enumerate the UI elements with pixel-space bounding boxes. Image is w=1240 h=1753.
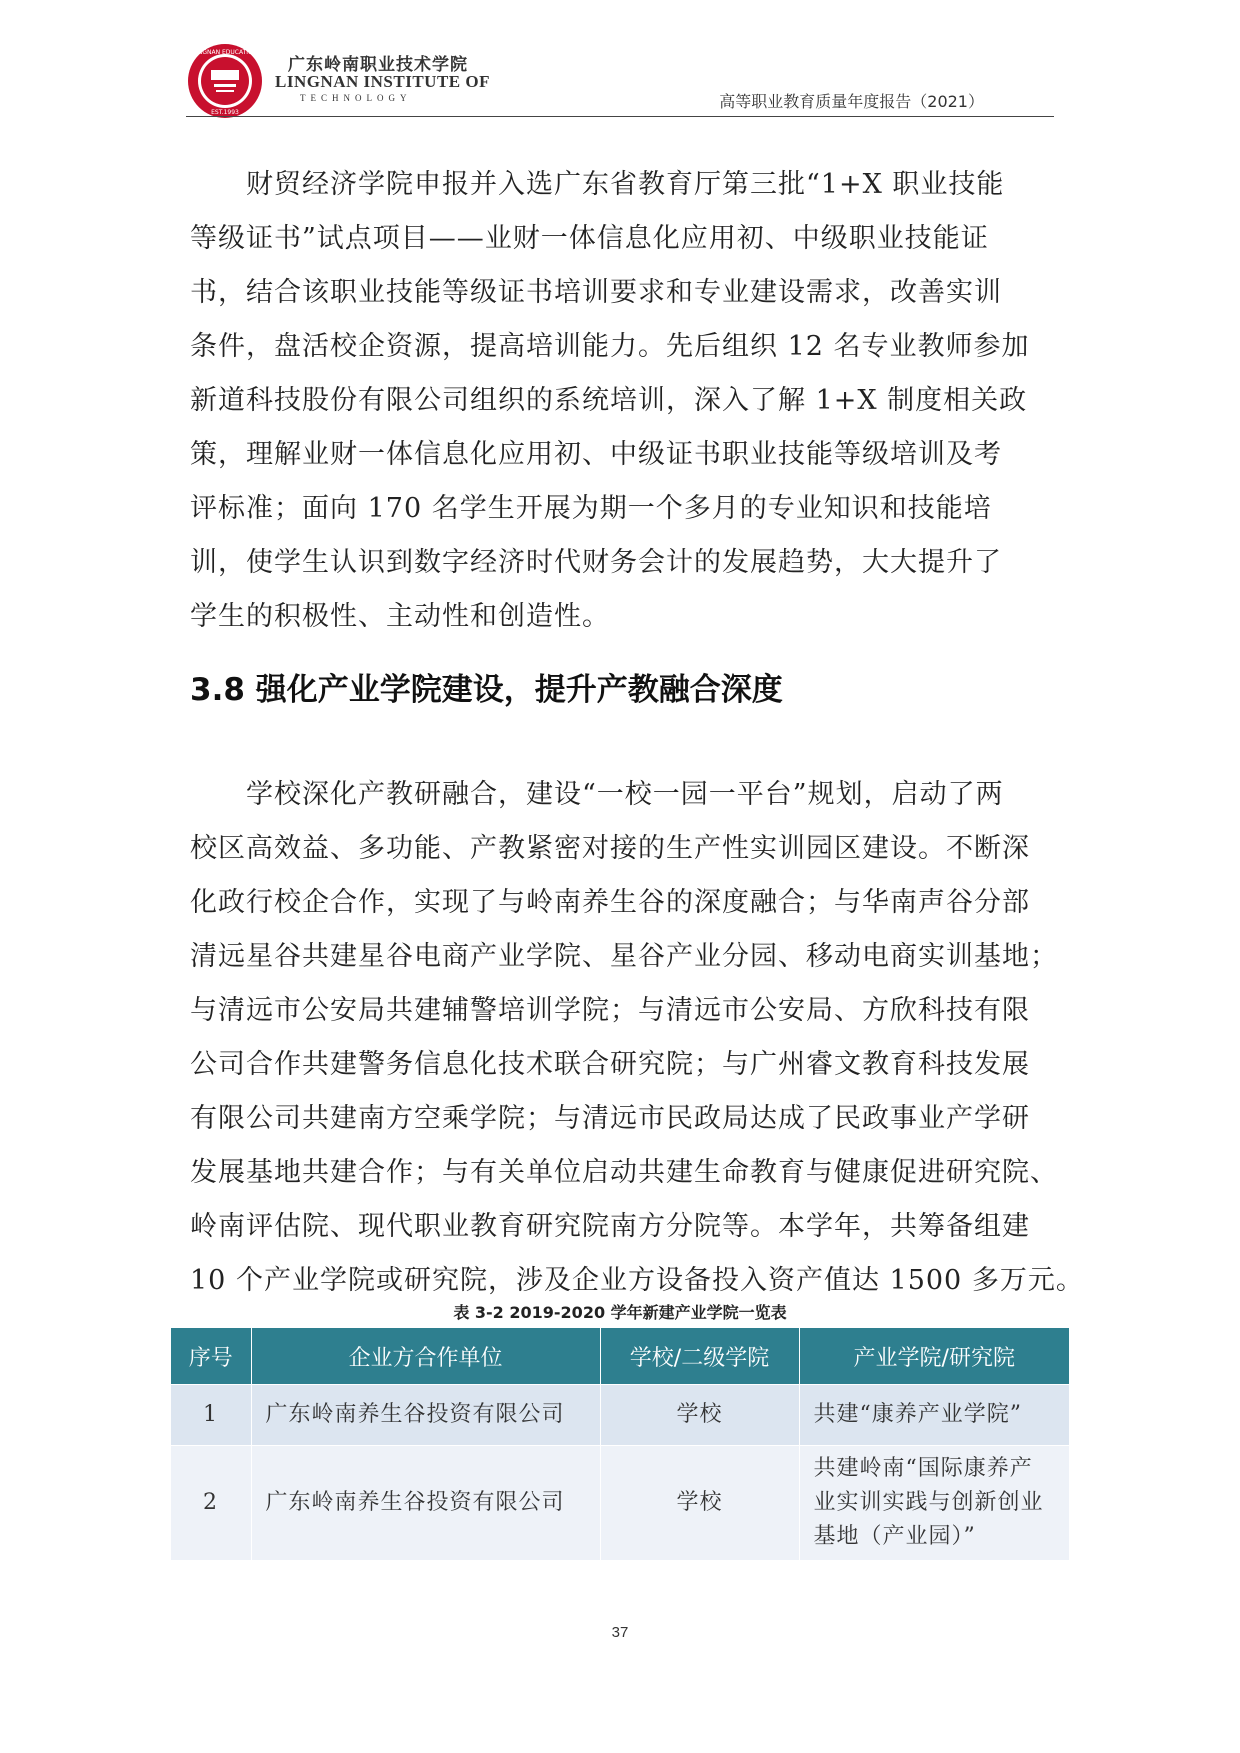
header-divider bbox=[186, 116, 1054, 117]
text-line: 财贸经济学院申报并入选广东省教育厅第三批“1+X 职业技能 bbox=[190, 169, 1005, 200]
cell-unit: 广东岭南养生谷投资有限公司 bbox=[251, 1446, 600, 1561]
page-header bbox=[0, 0, 1240, 120]
text-line: 校区高效益、多功能、产教紧密对接的生产性实训园区建设。不断深 bbox=[190, 833, 1030, 864]
column-header-no: 序号 bbox=[171, 1328, 252, 1385]
text-line: 评标准；面向 170 名学生开展为期一个多月的专业知识和技能培 bbox=[190, 493, 992, 524]
logo-text-bottom: EST.1993 bbox=[211, 109, 239, 116]
cell-no: 2 bbox=[171, 1446, 252, 1561]
cell-college bbox=[799, 1446, 1070, 1561]
table-caption: 表 3-2 2019-2020 学年新建产业学院一览表 bbox=[453, 1303, 787, 1322]
school-logo bbox=[186, 42, 264, 120]
cell-college-line: 共建“康养产业学院” bbox=[813, 1402, 1022, 1427]
text-line: 10 个产业学院或研究院，涉及企业方设备投入资产值达 1500 多万元。 bbox=[190, 1265, 1084, 1296]
cell-college-line: 业实训实践与创新创业 bbox=[813, 1490, 1044, 1515]
text-line: 策，理解业财一体信息化应用初、中级证书职业技能等级培训及考 bbox=[190, 439, 1002, 470]
cell-school: 学校 bbox=[600, 1446, 799, 1561]
report-title: 高等职业教育质量年度报告（2021） bbox=[719, 92, 984, 111]
cell-college-line: 基地（产业园）” bbox=[813, 1524, 976, 1549]
text-line: 发展基地共建合作；与有关单位启动共建生命教育与健康促进研究院、 bbox=[190, 1157, 1058, 1188]
page-number: 37 bbox=[611, 1624, 629, 1641]
school-name-en: LINGNAN INSTITUTE OF bbox=[275, 72, 490, 91]
table-row bbox=[171, 1385, 1070, 1446]
text-line: 岭南评估院、现代职业教育研究院南方分院等。本学年，共筹备组建 bbox=[190, 1211, 1030, 1242]
text-line: 公司合作共建警务信息化技术联合研究院；与广州睿文教育科技发展 bbox=[190, 1049, 1030, 1080]
cell-college-line: 共建岭南“国际康养产 bbox=[813, 1456, 1033, 1481]
cell-college bbox=[799, 1385, 1070, 1446]
school-name-en-sub: TECHNOLOGY bbox=[300, 93, 412, 103]
cell-unit: 广东岭南养生谷投资有限公司 bbox=[251, 1385, 600, 1446]
text-line: 等级证书”试点项目——业财一体信息化应用初、中级职业技能证 bbox=[190, 223, 989, 254]
text-line: 条件，盘活校企资源，提高培训能力。先后组织 12 名专业教师参加 bbox=[190, 331, 1030, 362]
logo-text-top: LINGNAN EDUCATION bbox=[192, 49, 258, 56]
column-header-school: 学校/二级学院 bbox=[600, 1328, 799, 1385]
paragraph-industry-college bbox=[190, 768, 1084, 1308]
column-header-college: 产业学院/研究院 bbox=[799, 1328, 1070, 1385]
text-line: 书，结合该职业技能等级证书培训要求和专业建设需求，改善实训 bbox=[190, 277, 1002, 308]
text-line: 清远星谷共建星谷电商产业学院、星谷产业分园、移动电商实训基地； bbox=[190, 941, 1058, 972]
section-heading: 3.8 强化产业学院建设，提升产教融合深度 bbox=[190, 672, 783, 708]
text-line: 学生的积极性、主动性和创造性。 bbox=[190, 601, 610, 632]
text-line: 有限公司共建南方空乘学院；与清远市民政局达成了民政事业产学研 bbox=[190, 1103, 1030, 1134]
column-header-unit: 企业方合作单位 bbox=[251, 1328, 600, 1385]
text-line: 学校深化产教研融合，建设“一校一园一平台”规划，启动了两 bbox=[190, 779, 1004, 810]
text-line: 新道科技股份有限公司组织的系统培训，深入了解 1+X 制度相关政 bbox=[190, 385, 1028, 416]
table-header-row bbox=[171, 1328, 1070, 1385]
text-line: 与清远市公安局共建辅警培训学院；与清远市公安局、方欣科技有限 bbox=[190, 995, 1030, 1026]
text-line: 化政行校企合作，实现了与岭南养生谷的深度融合；与华南声谷分部 bbox=[190, 887, 1030, 918]
table-row bbox=[171, 1446, 1070, 1561]
school-name-cn: 广东岭南职业技术学院 bbox=[288, 55, 468, 75]
cell-school: 学校 bbox=[600, 1385, 799, 1446]
text-line: 训，使学生认识到数字经济时代财务会计的发展趋势，大大提升了 bbox=[190, 547, 1002, 578]
industry-college-table bbox=[170, 1327, 1070, 1561]
cell-no: 1 bbox=[171, 1385, 252, 1446]
paragraph-certificate-pilot bbox=[190, 158, 1050, 644]
